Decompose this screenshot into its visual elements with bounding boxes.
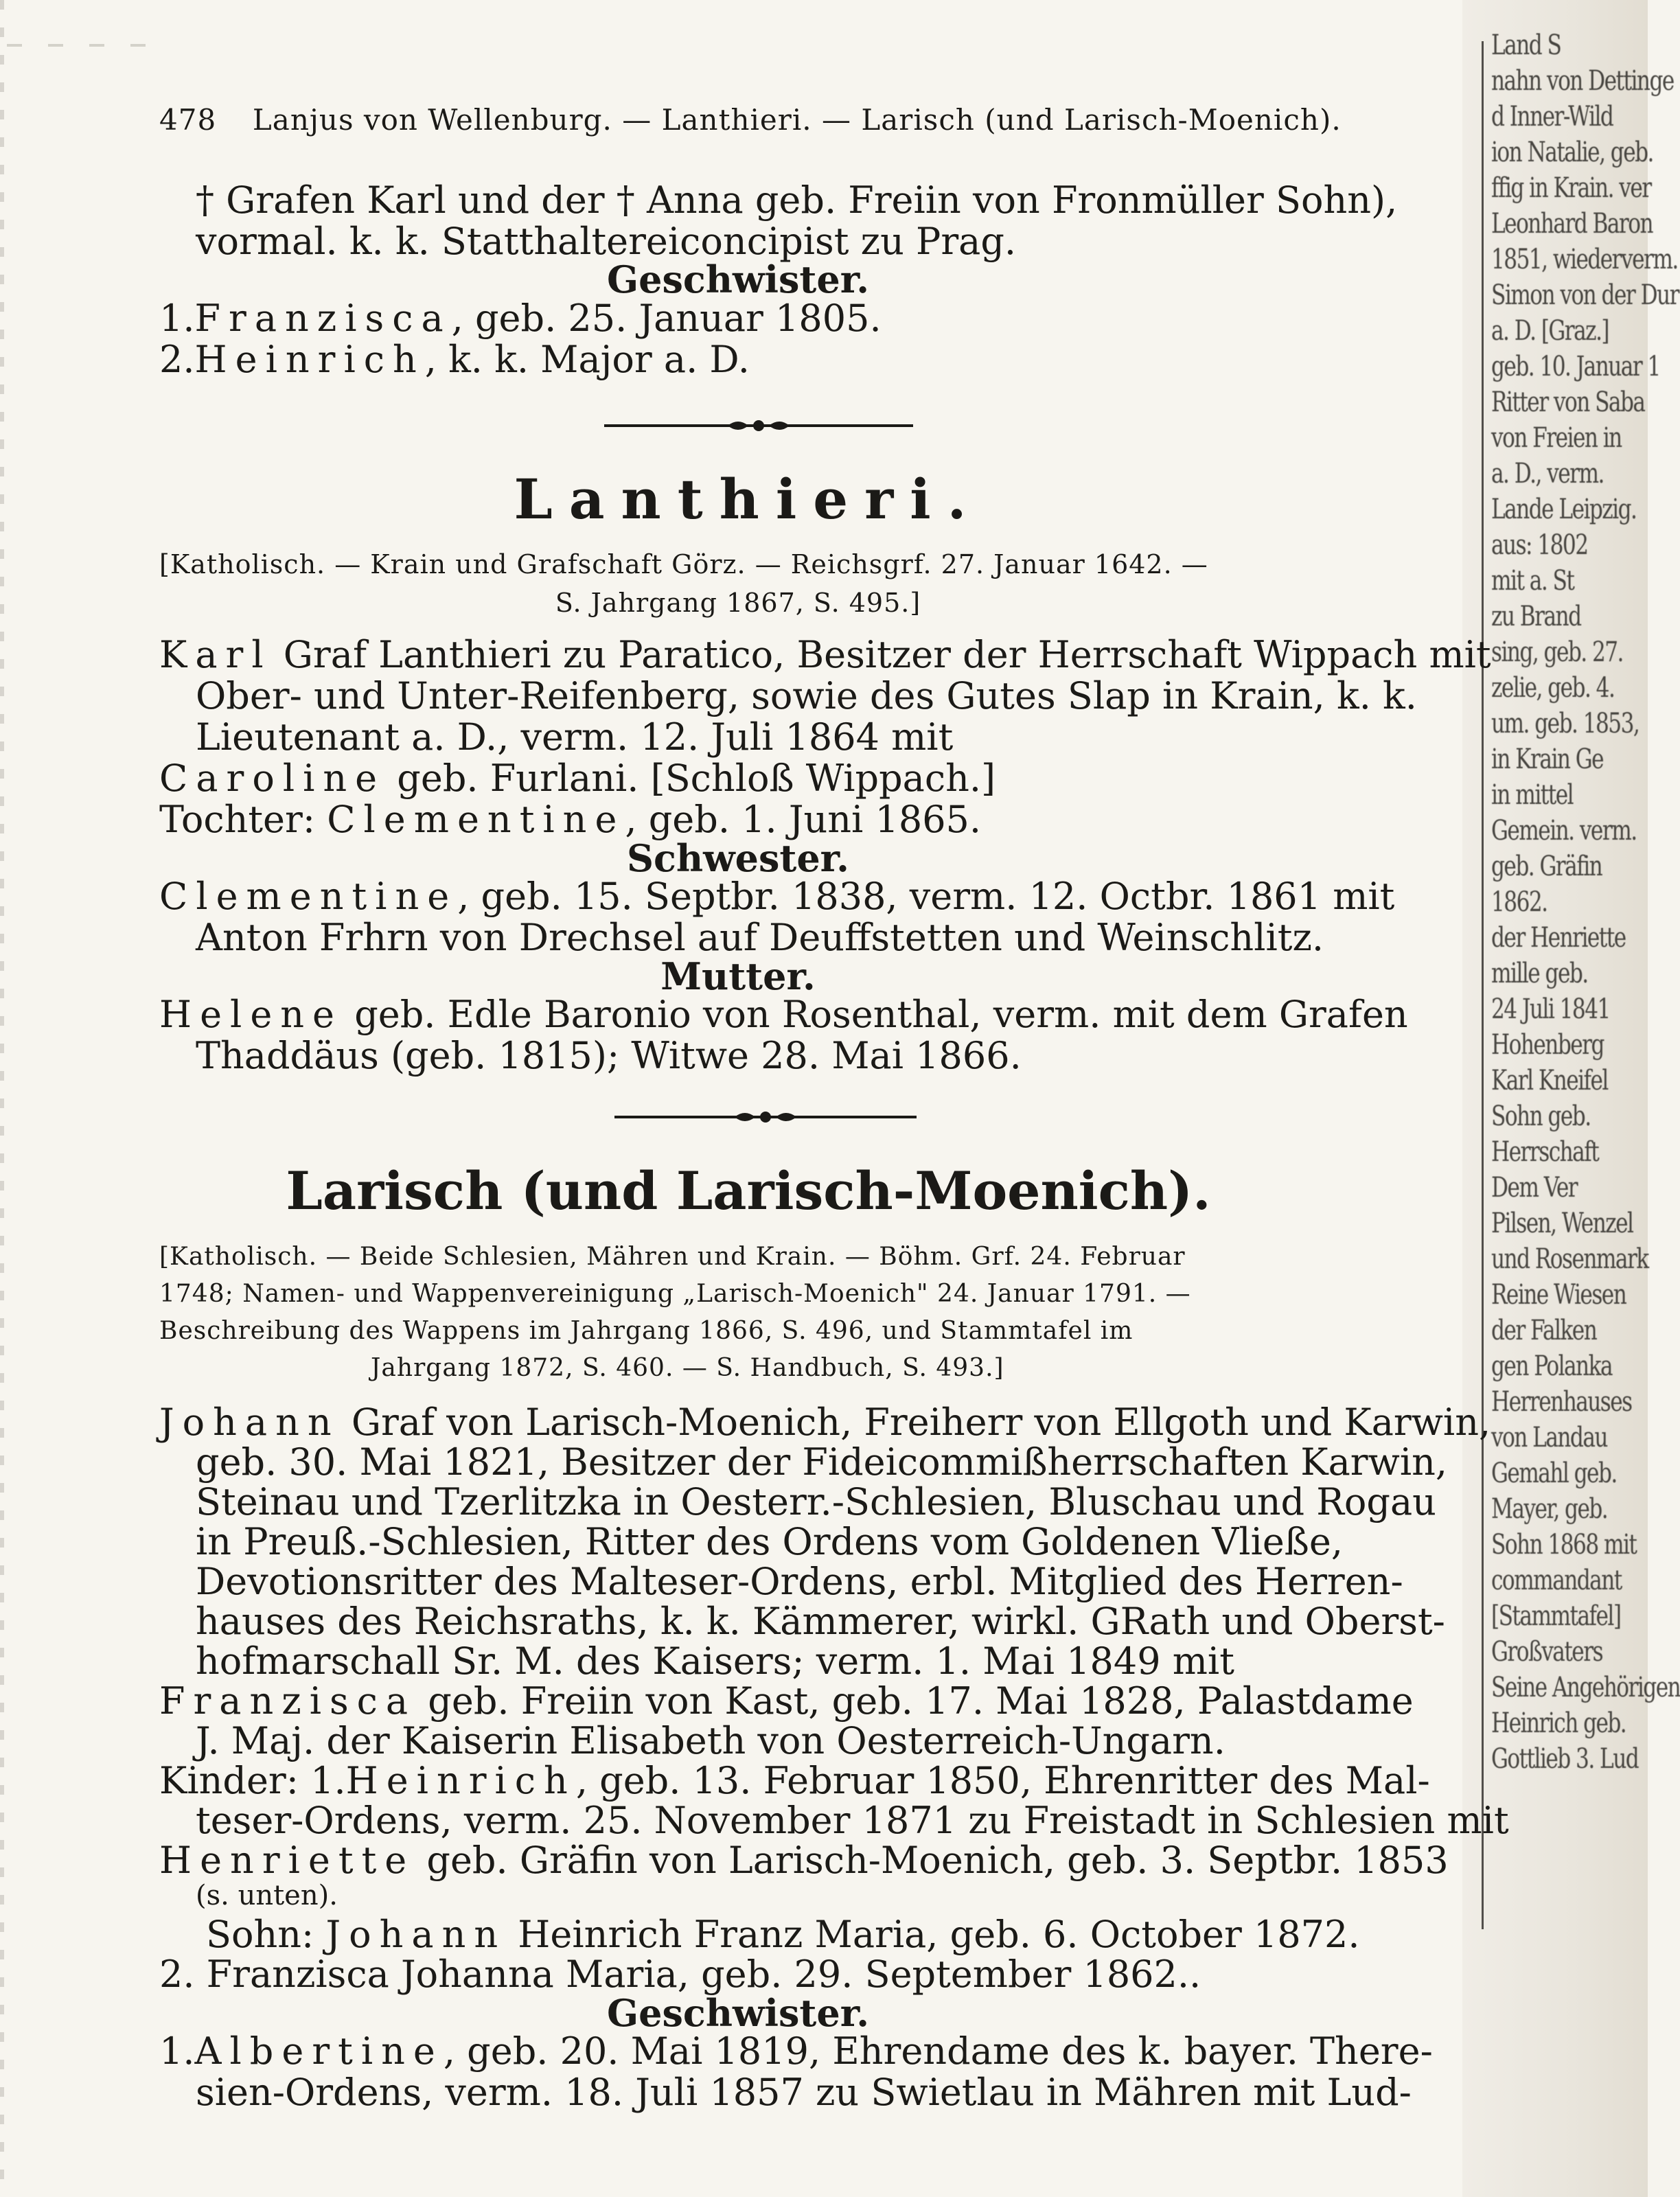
person-name: Johann — [325, 1913, 507, 1956]
person-name: Clementine — [159, 875, 458, 918]
text-line: J. Maj. der Kaiserin Elisabeth von Oesterreich-Ungarn. — [196, 1719, 1226, 1762]
text-line: † Grafen Karl und der † Anna geb. Freiin von Fronmüller Sohn), — [196, 179, 1398, 222]
adjacent-page-line: zelie, geb. 4. — [1491, 672, 1615, 704]
family-info: S. Jahrgang 1867, S. 495.] — [555, 588, 921, 618]
family-title: Lanthieri. — [514, 467, 983, 531]
adjacent-page-line: Karl Kneifel — [1491, 1065, 1608, 1096]
section-heading: Geschwister. — [606, 257, 869, 301]
family-info: [Katholisch. — Krain und Grafschaft Görz. — Reichsgrf. 27. Januar 1642. — — [159, 549, 1208, 579]
person-name: Franzisca — [159, 1679, 417, 1723]
adjacent-page-line: und Rosenmark — [1491, 1243, 1648, 1275]
text-line — [196, 179, 1397, 222]
person-name: Karl — [159, 633, 272, 676]
running-title: Lanjus von Wellenburg. — Lanthieri. — Larisch (und Larisch-Moenich). — [252, 103, 1342, 137]
entry-line — [159, 633, 1491, 676]
text-line: geb. Furlani. [Schloß Wippach.] — [397, 757, 996, 800]
person-name: Heinrich — [194, 338, 425, 381]
text-line: , geb. 1. Juni 1865. — [625, 798, 982, 841]
gutter-fold-line — [1482, 41, 1484, 1929]
text-line: geb. Gräfin von Larisch-Moenich, geb. 3. Septbr. 1853 — [426, 1839, 1449, 1882]
adjacent-page-line: ion Natalie, geb. — [1491, 137, 1653, 168]
text-line: sien-Ordens, verm. 18. Juli 1857 zu Swietlau in Mähren mit Lud- — [196, 2071, 1412, 2114]
adjacent-page-line: geb. 10. Januar 1 — [1491, 351, 1660, 382]
text-line: , geb. 25. Januar 1805. — [451, 297, 882, 340]
adjacent-page-line: Ritter von Saba — [1491, 387, 1645, 418]
adjacent-page-line: nahn von Dettinge — [1491, 65, 1674, 97]
text-line: hofmarschall Sr. M. des Kaisers; verm. 1. Mai 1849 mit — [196, 1640, 1234, 1683]
adjacent-page-line: gen Polanka — [1491, 1350, 1612, 1382]
page-header — [159, 103, 1342, 137]
adjacent-page-line: Herrenhauses — [1491, 1386, 1632, 1418]
list-number: 2. — [159, 338, 195, 381]
adjacent-page-line: aus: 1802 — [1491, 529, 1588, 561]
adjacent-page-line: Gemahl geb. — [1491, 1458, 1617, 1489]
adjacent-page-line: Dem Ver — [1491, 1172, 1578, 1204]
scan-top-marks — [7, 44, 165, 47]
entry-line — [159, 875, 1394, 918]
text-line: geb. 30. Mai 1821, Besitzer der Fideicommißherrschaften Karwin, — [196, 1440, 1448, 1484]
adjacent-page-line: sing, geb. 27. — [1491, 636, 1623, 668]
adjacent-page-line: Leonhard Baron — [1491, 208, 1653, 240]
adjacent-page-line: Hohenberg — [1491, 1029, 1604, 1061]
person-name: Johann — [159, 1401, 340, 1444]
family-info: Beschreibung des Wappens im Jahrgang 1866, S. 496, und Stammtafel im — [159, 1317, 1134, 1345]
person-name: Clementine — [327, 798, 625, 841]
adjacent-page-line: in mittel — [1491, 779, 1574, 811]
family-title: Larisch (und Larisch-Moenich). — [286, 1160, 1211, 1221]
text-line: Ober- und Unter-Reifenberg, sowie des Gutes Slap in Krain, k. k. — [196, 674, 1417, 717]
adjacent-page-line: Land S — [1491, 30, 1561, 61]
text-line: Anton Frhrn von Drechsel auf Deuffstetten und Weinschlitz. — [196, 916, 1324, 959]
adjacent-page-line: Sohn geb. — [1491, 1101, 1591, 1132]
text-line: geb. Edle Baronio von Rosenthal, verm. mit dem Grafen — [354, 993, 1408, 1036]
text-line: Graf von Larisch-Moenich, Freiherr von Ellgoth und Karwin, — [351, 1401, 1491, 1444]
family-info: [Katholisch. — Beide Schlesien, Mähren und Krain. — Böhm. Grf. 24. Februar — [159, 1243, 1186, 1271]
adjacent-page-line: zu Brand — [1491, 601, 1581, 632]
entry-line — [159, 1759, 1430, 1802]
person-name: Caroline — [159, 757, 386, 800]
role-label: Sohn: — [206, 1913, 314, 1956]
adjacent-page-line: Mayer, geb. — [1491, 1493, 1608, 1525]
adjacent-page-line: [Stammtafel] — [1491, 1600, 1621, 1632]
text-line: Steinau und Tzerlitzka in Oesterr.-Schlesien, Bluschau und Rogau — [196, 1480, 1436, 1523]
text-line: , geb. 15. Septbr. 1838, verm. 12. Octbr. 1861 mit — [457, 875, 1395, 918]
adjacent-page-line: Reine Wiesen — [1491, 1279, 1626, 1311]
entry-line — [159, 798, 981, 841]
adjacent-page-line: a. D., verm. — [1491, 458, 1604, 490]
text-line: teser-Ordens, verm. 25. November 1871 zu Freistadt in Schlesien mit — [196, 1799, 1509, 1842]
adjacent-page-line: 24 Juli 1841 — [1491, 993, 1610, 1025]
list-item — [159, 297, 882, 340]
family-info: 1748; Namen- und Wappenvereinigung „Larisch-Moenich" 24. Januar 1791. — — [159, 1280, 1191, 1308]
scan-edge-marks — [0, 0, 4, 2197]
adjacent-page-line: mille geb. — [1491, 958, 1588, 989]
entry-line — [159, 1679, 1414, 1723]
family-info: Jahrgang 1872, S. 460. — S. Handbuch, S. 493.] — [371, 1354, 1004, 1382]
section-heading: Mutter. — [660, 954, 816, 998]
entry-line — [159, 1839, 1449, 1882]
adjacent-page-line: Gemein. verm. — [1491, 815, 1637, 847]
adjacent-page-line: Sohn 1868 mit — [1491, 1529, 1637, 1561]
person-name: Helene — [159, 993, 343, 1036]
adjacent-page-line: der Henriette — [1491, 922, 1626, 954]
text-line: Graf Lanthieri zu Paratico, Besitzer der Herrschaft Wippach mit — [283, 633, 1491, 676]
adjacent-page-line: ffig in Krain. ver — [1491, 172, 1651, 204]
entry-line — [159, 1401, 1491, 1444]
adjacent-page-line: Lande Leipzig. — [1491, 494, 1637, 525]
list-number: 1. — [159, 297, 195, 340]
text-line: , geb. 20. Mai 1819, Ehrendame des k. bayer. There- — [443, 2029, 1433, 2073]
text-line: in Preuß.-Schlesien, Ritter des Ordens vom Goldenen Vließe, — [196, 1520, 1343, 1563]
adjacent-page-line: Herrschaft — [1491, 1136, 1599, 1168]
adjacent-page-line: commandant — [1491, 1565, 1622, 1596]
list-item: 2. Franzisca Johanna Maria, geb. 29. September 1862.. — [159, 1953, 1201, 1996]
adjacent-page-line: Heinrich geb. — [1491, 1707, 1626, 1739]
person-name: Franzisca — [194, 297, 452, 340]
section-heading: Schwester. — [627, 836, 849, 880]
list-number: 1. — [310, 1759, 346, 1802]
adjacent-page-line: Seine Angehörigen — [1491, 1672, 1680, 1703]
role-label: Tochter: — [159, 798, 316, 841]
adjacent-page-line: von Landau — [1491, 1422, 1607, 1453]
adjacent-page-line: der Falken — [1491, 1315, 1597, 1346]
text-line: Thaddäus (geb. 1815); Witwe 28. Mai 1866. — [196, 1034, 1022, 1077]
entry-line — [206, 1913, 1360, 1956]
text-line: , geb. 13. Februar 1850, Ehrenritter des Mal- — [575, 1759, 1430, 1802]
text-line: (s. unten). — [196, 1880, 338, 1911]
adjacent-page-line: Großvaters — [1491, 1636, 1603, 1668]
text-line: , k. k. Major a. D. — [424, 338, 750, 381]
adjacent-page-line: a. D. [Graz.] — [1491, 315, 1609, 347]
adjacent-page-line: Gottlieb 3. Lud — [1491, 1743, 1639, 1775]
ornament-divider — [614, 1107, 917, 1127]
text-line: geb. Freiin von Kast, geb. 17. Mai 1828, Palastdame — [428, 1679, 1414, 1723]
adjacent-page-line: d Inner-Wild — [1491, 101, 1613, 133]
text-line: Devotionsritter des Malteser-Ordens, erbl. Mitglied des Herren- — [196, 1560, 1403, 1603]
adjacent-page-line: um. geb. 1853, — [1491, 708, 1639, 739]
person-name: Henriette — [159, 1839, 415, 1882]
list-item — [159, 2029, 1433, 2073]
section-heading: Geschwister. — [606, 1991, 869, 2035]
ornament-divider — [604, 415, 913, 436]
list-number: 1. — [159, 2029, 195, 2073]
adjacent-page-line: von Freien in — [1491, 422, 1622, 454]
text-line: Lieutenant a. D., verm. 12. Juli 1864 mit — [196, 715, 954, 759]
person-name: Albertine — [194, 2029, 444, 2073]
adjacent-page-line: mit a. St — [1491, 565, 1574, 597]
text-line: hauses des Reichsraths, k. k. Kämmerer, wirkl. GRath und Oberst- — [196, 1600, 1445, 1643]
page-number: 478 — [159, 103, 217, 137]
text-line: vormal. k. k. Statthaltereiconcipist zu Prag. — [196, 220, 1017, 263]
list-item — [159, 338, 750, 381]
text-line: Heinrich Franz Maria, geb. 6. October 1872. — [518, 1913, 1360, 1956]
adjacent-page-line: Simon von der Dur — [1491, 279, 1679, 311]
adjacent-page-line: 1862. — [1491, 886, 1547, 918]
adjacent-page-text — [1491, 27, 1680, 1777]
adjacent-page-line: Pilsen, Wenzel — [1491, 1208, 1633, 1239]
adjacent-page-line: in Krain Ge — [1491, 744, 1604, 775]
entry-line — [159, 757, 996, 800]
adjacent-page-line: geb. Gräfin — [1491, 851, 1602, 882]
adjacent-page-line: 1851, wiederverm. — [1491, 244, 1678, 275]
person-name: Heinrich — [345, 1759, 576, 1802]
entry-line — [159, 993, 1408, 1036]
role-label: Kinder: — [159, 1759, 299, 1802]
